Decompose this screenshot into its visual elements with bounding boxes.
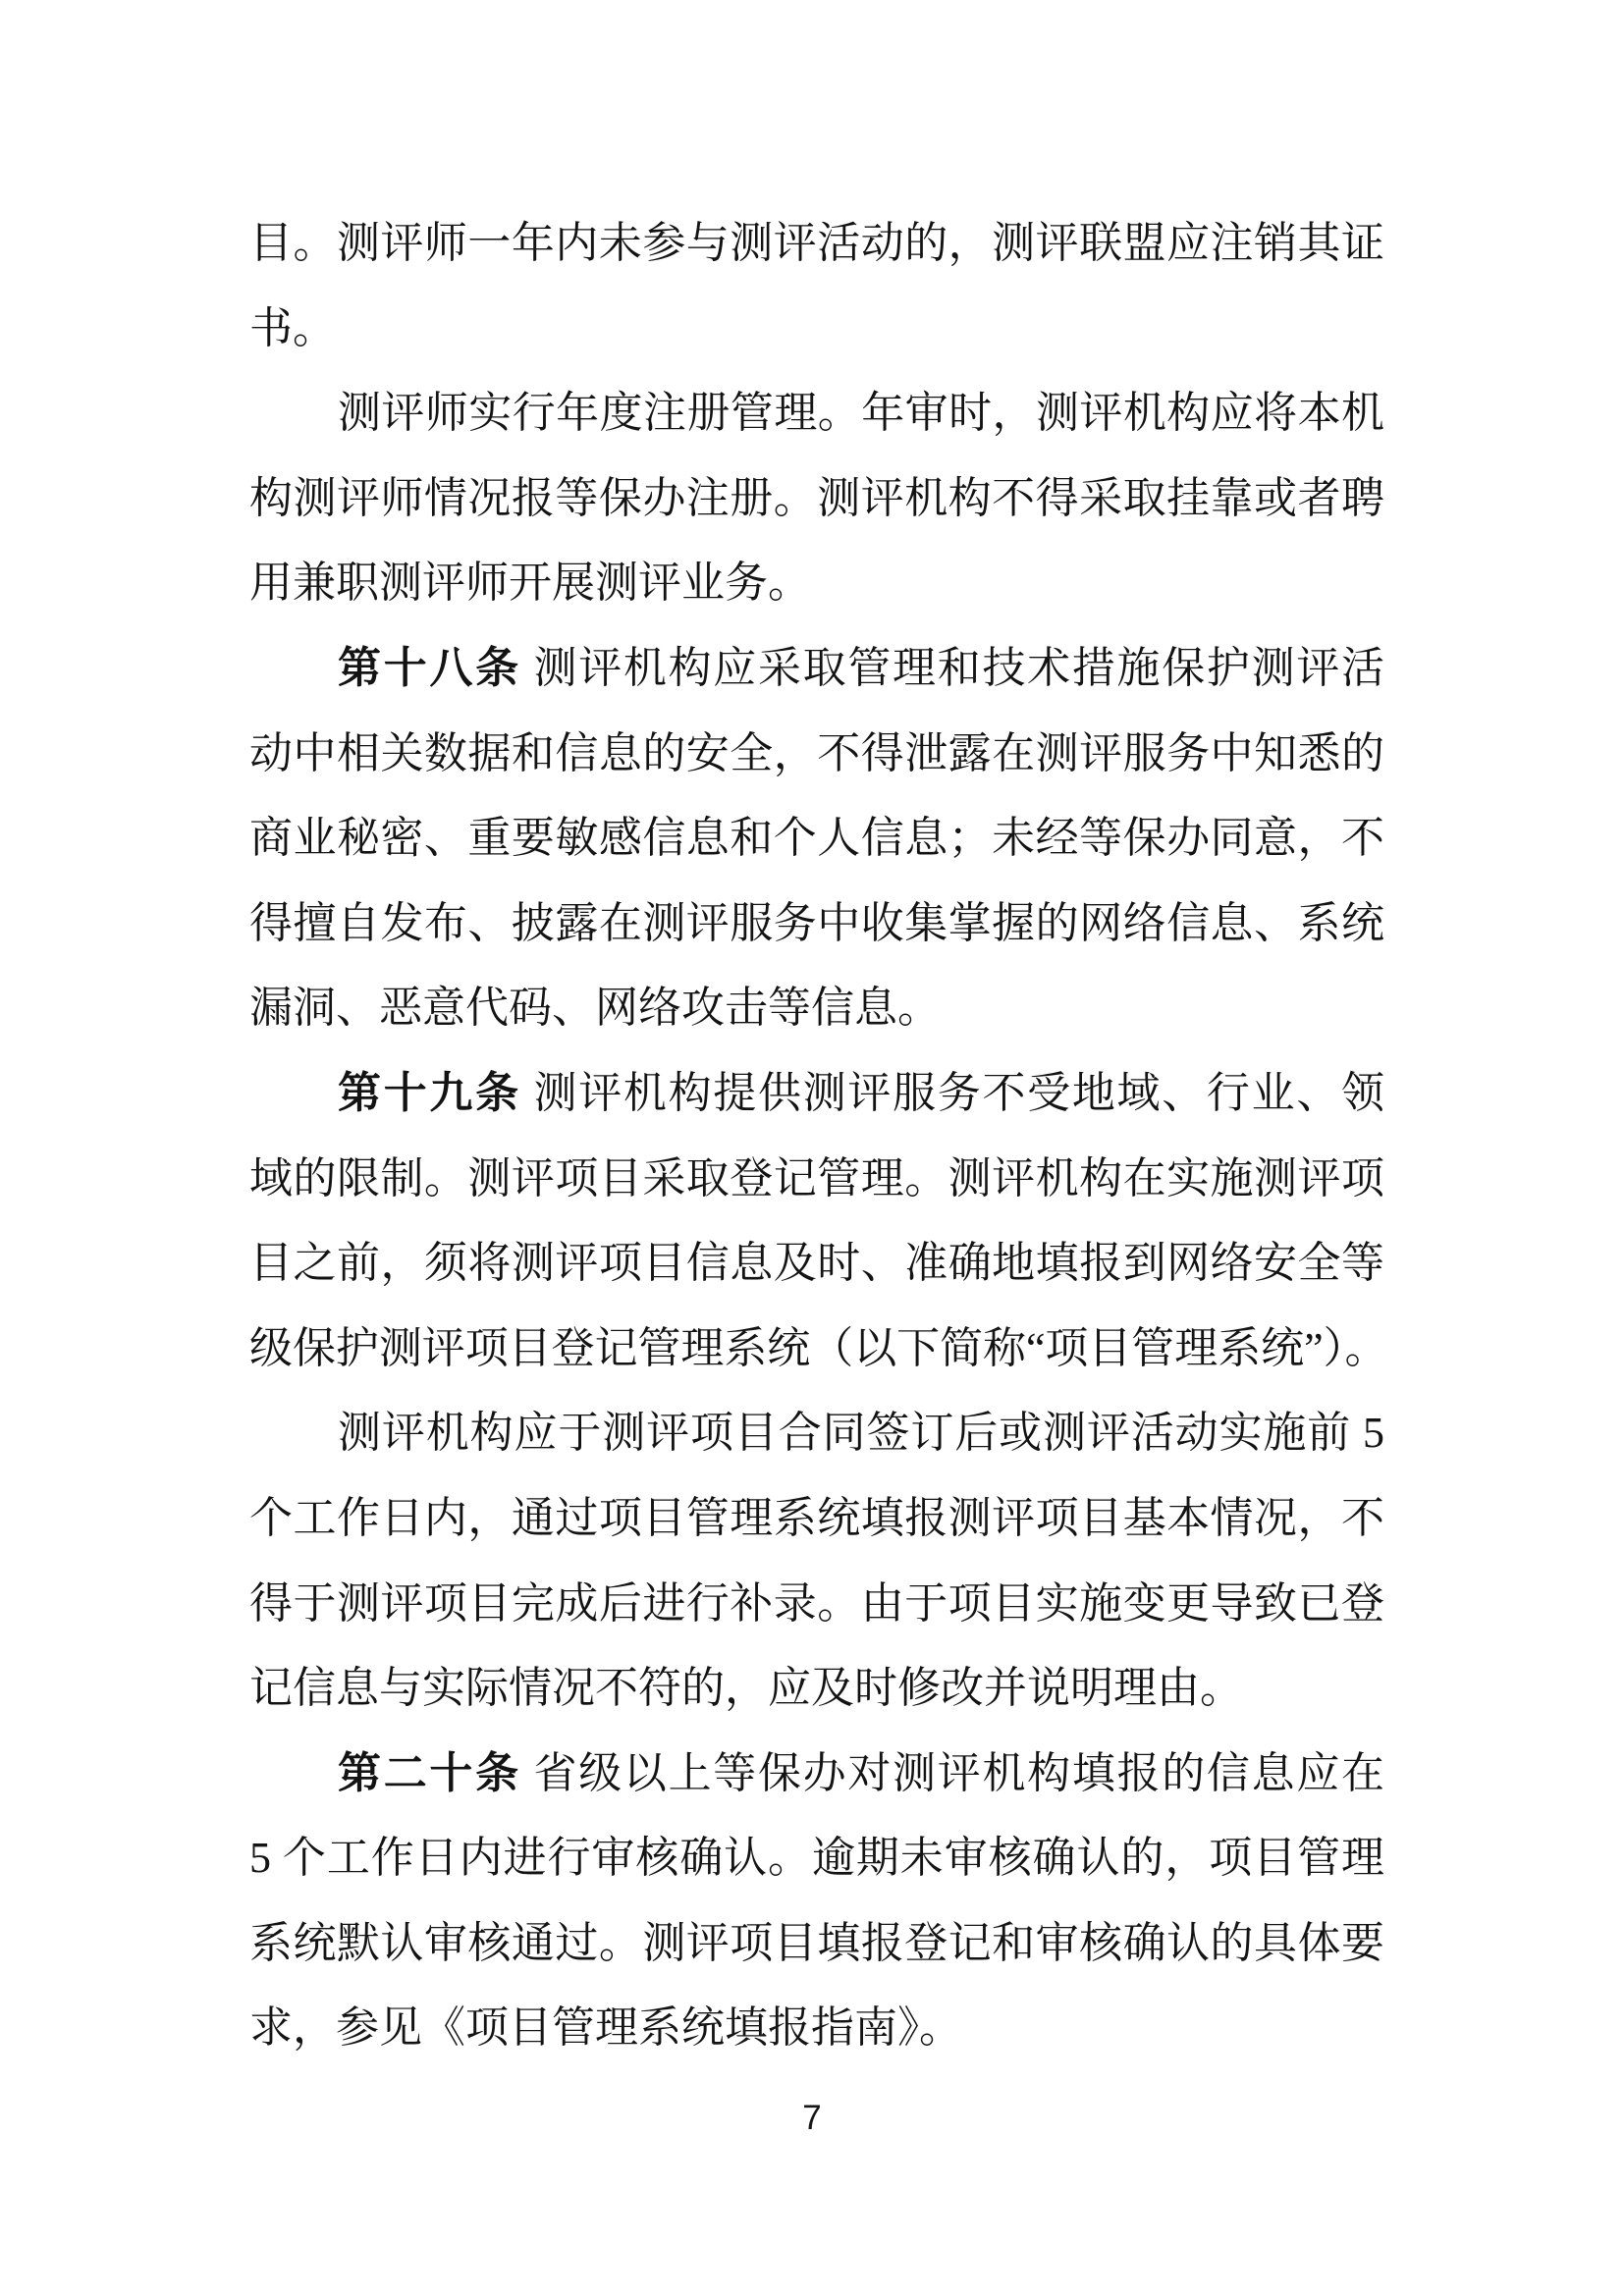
body-text: 构测评师情况报等保办注册。测评机构不得采取挂靠或者聘 (249, 473, 1384, 522)
text-line-article-20 (249, 1732, 1384, 1817)
article-number: 第十八条 (338, 643, 521, 692)
text-line (249, 1391, 1384, 1476)
body-text: 目之前，须将测评项目信息及时、准确地填报到网络安全等 (249, 1239, 1384, 1288)
text-line-article-19 (249, 1051, 1384, 1137)
body-text: 5 个工作日内进行审核确认。逾期未审核确认的，项目管理 (249, 1834, 1384, 1883)
body-text: 用兼职测评师开展测评业务。 (249, 559, 811, 608)
body-text: 动中相关数据和信息的安全，不得泄露在测评服务中知悉的 (249, 728, 1384, 777)
body-text: 求，参见《项目管理系统填报指南》。 (249, 2003, 962, 2053)
body-text: 测评师实行年度注册管理。年审时，测评机构应将本机 (338, 389, 1384, 438)
document-body (249, 201, 1384, 2071)
body-text: 个工作日内，通过项目管理系统填报测评项目基本情况，不 (249, 1493, 1384, 1542)
body-text: 书。 (249, 303, 336, 352)
text-line (249, 1137, 1384, 1222)
body-text: 测评机构提供测评服务不受地域、行业、领 (520, 1068, 1385, 1117)
text-line (249, 966, 1384, 1051)
body-text: 目。测评师一年内未参与测评活动的，测评联盟应注销其证 (249, 219, 1384, 267)
page-number: 7 (802, 2099, 822, 2137)
text-line (249, 201, 1384, 287)
body-text: 漏洞、恶意代码、网络攻击等信息。 (249, 984, 941, 1033)
text-line (249, 712, 1384, 797)
text-line (249, 1646, 1384, 1732)
text-line (249, 796, 1384, 881)
text-line (249, 881, 1384, 967)
text-line (249, 287, 1384, 372)
article-number: 第十九条 (338, 1068, 521, 1117)
text-line (249, 1476, 1384, 1562)
body-text: 系统默认审核通过。测评项目填报登记和审核确认的具体要 (249, 1918, 1384, 1967)
body-text: 得擅自发布、披露在测评服务中收集掌握的网络信息、系统 (249, 898, 1384, 947)
body-text: 商业秘密、重要敏感信息和个人信息；未经等保办同意，不 (249, 814, 1384, 863)
text-line (249, 1307, 1384, 1392)
text-line (249, 1901, 1384, 1987)
text-line (249, 1986, 1384, 2071)
body-text: 得于测评项目完成后进行补录。由于项目实施变更导致已登 (249, 1578, 1384, 1628)
body-text: 测评机构应采取管理和技术措施保护测评活 (520, 643, 1385, 692)
text-line (249, 1562, 1384, 1647)
article-number: 第二十条 (338, 1748, 521, 1797)
text-line-article-18 (249, 626, 1384, 712)
body-text: 级保护测评项目登记管理系统（以下简称“项目管理系统”）。 (249, 1323, 1384, 1372)
text-line (249, 1221, 1384, 1307)
body-text: 省级以上等保办对测评机构填报的信息应在 (520, 1748, 1385, 1797)
body-text: 记信息与实际情况不符的，应及时修改并说明理由。 (249, 1664, 1243, 1713)
body-text: 域的限制。测评项目采取登记管理。测评机构在实施测评项 (249, 1153, 1384, 1202)
body-text: 测评机构应于测评项目合同签订后或测评活动实施前 5 (338, 1409, 1384, 1458)
text-line (249, 541, 1384, 626)
text-line (249, 456, 1384, 542)
text-line (249, 1816, 1384, 1901)
text-line (249, 371, 1384, 456)
